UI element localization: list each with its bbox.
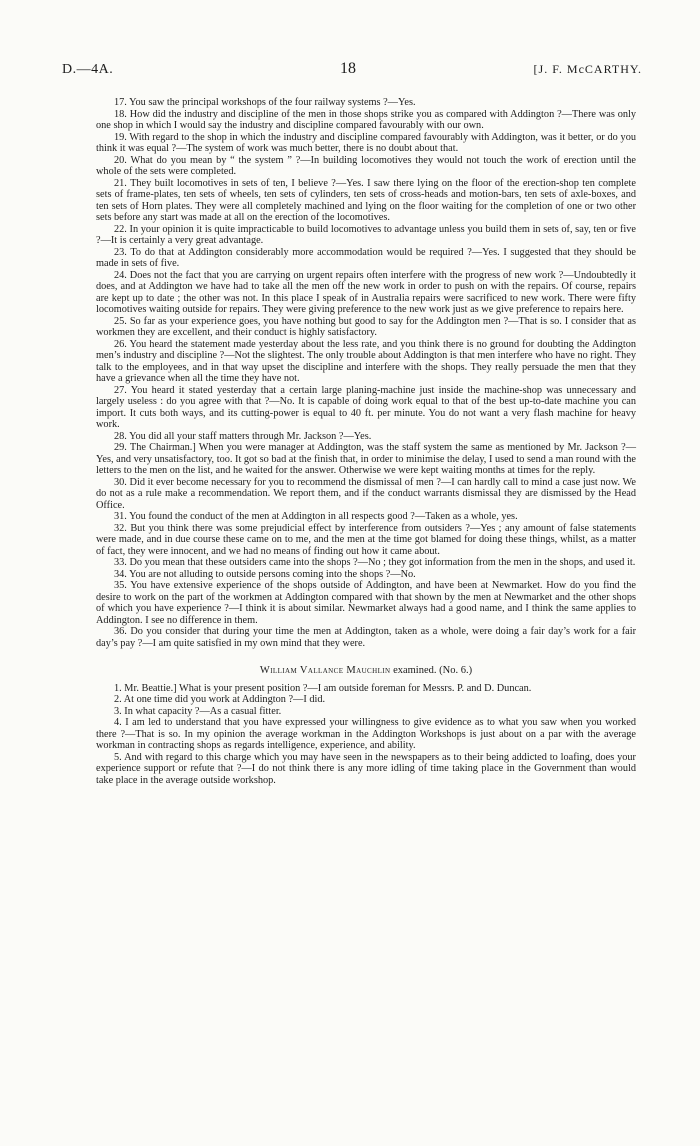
witness-name: William Vallance Mauchlin [259, 665, 391, 676]
paragraph: 23. To do that at Addington considerably more accommodation would be required ?—Yes. I suggested that they should be made in sets of five. [96, 246, 636, 269]
paragraph: 24. Does not the fact that you are carrying on urgent repairs often interfere with the progress of new work ?—Undoubtedly it does, and at Addington we have had to take all the men off the new work in order to push on with the repairs. Of course, repairs are kept up to date ; the other was not. In this place I speak of in Australia repairs were sacrificed to new work. There were fifty locomotives waiting outside for repairs. They were giving preference to the new work just as we give preference to repairs here. [96, 269, 636, 315]
paragraph: 36. Do you consider that during your time the men at Addington, taken as a whole, were doing a fair day’s work for a fair day’s pay ?—I am quite satisfied in my own mind that they were. [96, 626, 636, 649]
paragraph: 4. I am led to understand that you have expressed your willingness to give evidence as to what you saw when you worked there ?—That is so. In my opinion the average workman in the Addington Workshops is just about on a par with the average workman in contracting shops as regards intelligence, experience, and ability. [96, 717, 636, 751]
paragraph: 5. And with regard to this charge which you may have seen in the newspapers as to their being addicted to loafing, does your experience support or refute that ?—I do not think there is any more idling of time taking place in the Government than would take place in the average outside workshop. [96, 751, 636, 786]
paragraph: 3. In what capacity ?—As a casual fitter. [114, 705, 282, 717]
paragraph: 20. What do you mean by “ the system ” ?—In building locomotives they would not touch the work of erection until the whole of the sets were completed. [96, 154, 636, 177]
paragraph: 18. How did the industry and discipline of the men in those shops strike you as compared with Addington ?—There was only one shop in which I would say the industry and discipline compared favourably with our own. [96, 108, 636, 131]
paragraph: 32. But you think there was some prejudicial effect by interference from outsiders ?—Yes ; any amount of false statements were made, and in due course these came on to me, and the men at the time got blamed for doing these things, whilst, as a matter of fact, they were innocent, and we had no means of finding out how it came about. [96, 522, 636, 557]
paragraph: 33. Do you mean that these outsiders came into the shops ?—No ; they got information from the men in the shops, and used it. [114, 557, 636, 568]
paragraph: 34. You are not alluding to outside persons coming into the shops ?—No. [114, 568, 416, 580]
paragraph: 35. You have extensive experience of the shops outside of Addington, and have been at Newmarket. How do you find the desire to work on the part of the workmen at Addington compared with that shown by the men at Newmarket and the other shops of which you have experience ?—I think it is about similar. Newmarket always had a good name, and I think the same applies to Addington. I see no difference in them. [96, 580, 636, 626]
document-body [96, 97, 636, 786]
page-header [62, 60, 642, 80]
paragraph: 28. You did all your staff matters through Mr. Jackson ?—Yes. [114, 430, 372, 442]
paragraph: 21. They built locomotives in sets of ten, I believe ?—Yes. I saw there lying on the floor of the erection-shop ten complete sets of frame-plates, ten sets of wheels, ten sets of cylinders, ten sets of cross-heads and motion-bars, ten sets of axle-boxes, and ten sets of Horn plates. They were all completely machined and lying on the floor waiting for the completion of one or two other sets before any start was made at all on the erection of the locomotives. [96, 177, 636, 223]
witness-name-header: [J. F. McCARTHY. [533, 62, 642, 76]
paragraph: 22. In your opinion it is quite impracticable to build locomotives to advantage unless you build them in sets of, say, ten or five ?—It is certainly a very great advantage. [96, 223, 636, 246]
paragraph: 29. The Chairman.] When you were manager at Addington, was the staff system the same as mentioned by Mr. Jackson ?—Yes, and very unsatisfactory, too. It got so bad at the finish that, in order to minimise the delay, I used to send a man round with the letters to the men on the list, and he waited for the answer. Otherwise we were kept waiting months at times for the reply. [96, 442, 636, 476]
paragraph: 30. Did it ever become necessary for you to recommend the dismissal of men ?—I can hardly call to mind a case just now. We do not as a rule make a recommendation. We report them, and if the conduct warrants dismissal they are dismissed by the Head Office. [96, 476, 636, 511]
paragraph: 2. At one time did you work at Addington ?—I did. [114, 694, 326, 705]
witness-heading-suffix: examined. (No. 6.) [393, 665, 473, 676]
paragraph: 17. You saw the principal workshops of the four railway systems ?—Yes. [114, 97, 416, 108]
witness-heading [96, 665, 636, 677]
paragraph: 19. With regard to the shop in which the industry and discipline compared favourably with Addington, was it better, or do you think it was equal ?—The system of work was much better, there is no doubt about that. [96, 131, 636, 154]
document-reference: D.—4A. [62, 62, 114, 77]
paragraph: 27. You heard it stated yesterday that a certain large planing-machine just inside the machine-shop was unnecessary and largely useless : do you agree with that ?—No. It is capable of doing work equal to that of the best up-to-date machine you can import. It cuts both ways, and its cutting-power is equal to 40 ft. per minute. You do not want a very flash machine for heavy work. [96, 384, 636, 430]
paragraph: 31. You found the conduct of the men at Addington in all respects good ?—Taken as a whole, yes. [114, 511, 518, 522]
paragraph: 1. Mr. Beattie.] What is your present position ?—I am outside foreman for Messrs. P. and D. Duncan. [114, 682, 532, 694]
page-number: 18 [340, 60, 356, 77]
paragraph: 26. You heard the statement made yesterday about the less rate, and you think there is no ground for doubting the Addington men’s industry and discipline ?—Not the slightest. The only trouble about Addington is that men interfere who have no right. They talk to the employees, and in that way upset the discipline and interfere with the shops. They really persuade the men that they have a grievance when all the time they have not. [96, 338, 636, 384]
paragraph: 25. So far as your experience goes, you have nothing but good to say for the Addington men ?—That is so. I consider that as workmen they are excellent, and their conduct is highly satisfactory. [96, 315, 636, 338]
